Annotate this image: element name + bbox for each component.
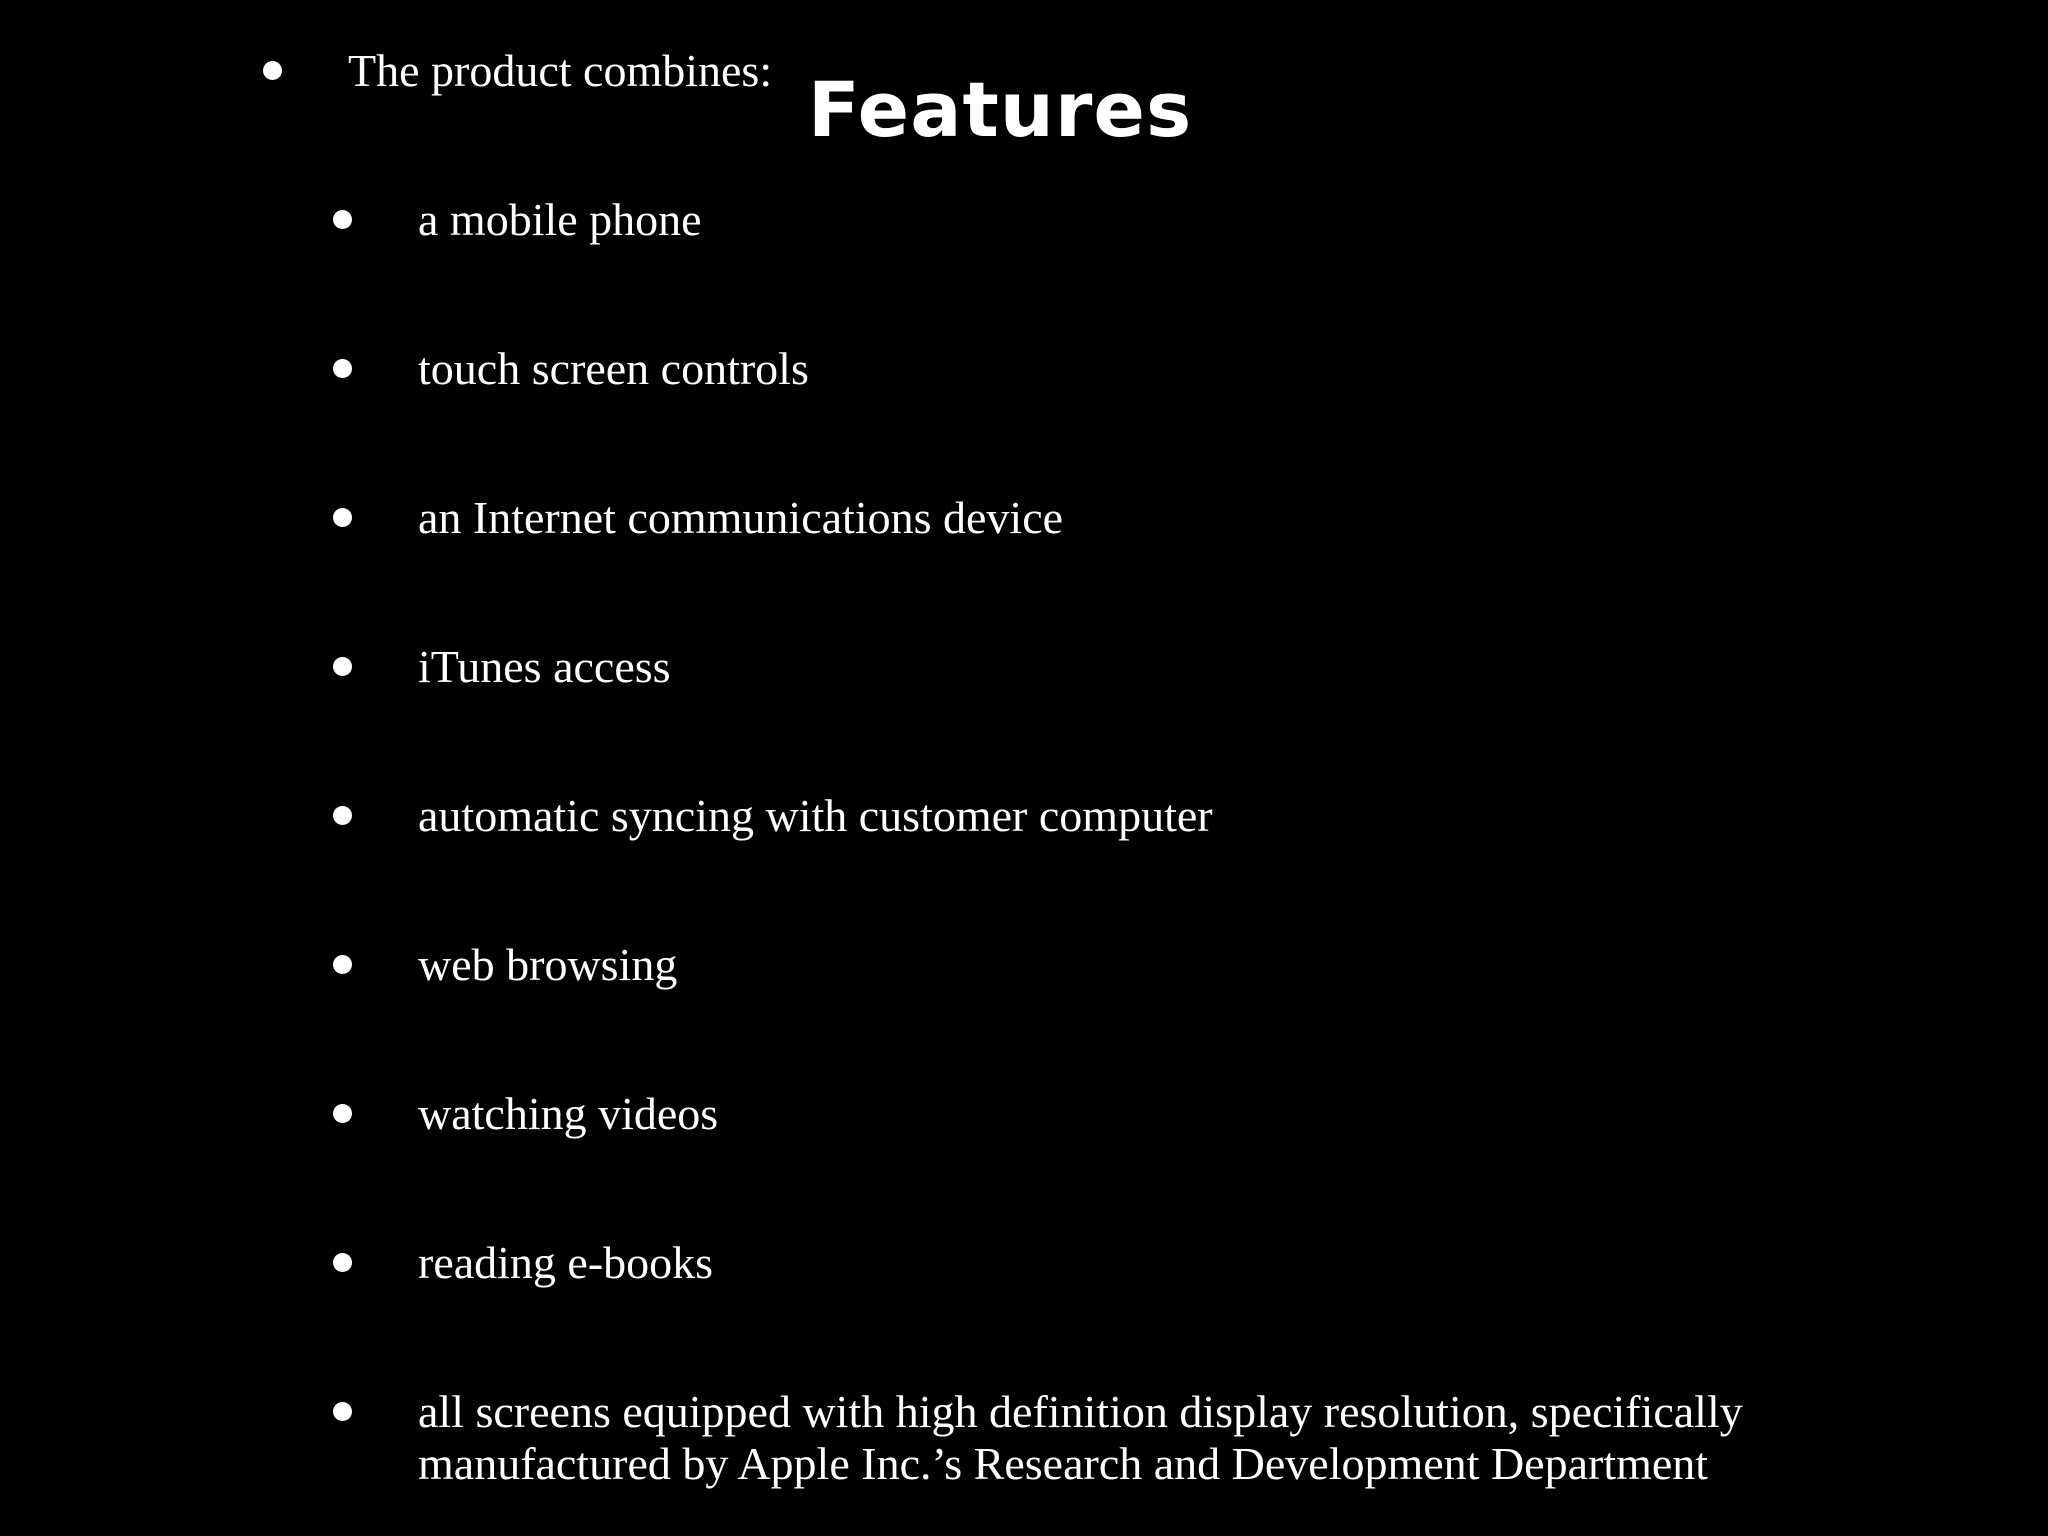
list-item-text: web browsing xyxy=(418,939,678,990)
list-item-text: all screens equipped with high definition display resolution, specifically manufactured by Apple Inc.’s Research and Development Department xyxy=(418,1386,1743,1489)
list-item-text: watching videos xyxy=(418,1088,719,1139)
bullet-dot-icon xyxy=(333,955,352,974)
list-item-text: a mobile phone xyxy=(418,194,702,245)
bullet-dot-icon xyxy=(333,359,352,378)
slide-title: Features xyxy=(807,65,1193,154)
list-item-text: reading e-books xyxy=(418,1237,714,1288)
intro-text: The product combines: xyxy=(348,45,773,96)
bullet-dot-icon xyxy=(333,1402,352,1421)
list-item-text: iTunes access xyxy=(418,641,671,692)
bullet-dot-icon xyxy=(333,1104,352,1123)
bullet-dot-icon xyxy=(333,508,352,527)
bullet-dot-icon xyxy=(333,657,352,676)
bullet-dot-icon xyxy=(333,210,352,229)
list-item-text: automatic syncing with customer computer xyxy=(418,790,1213,841)
list-item-text: touch screen controls xyxy=(418,343,809,394)
bullet-dot-icon xyxy=(333,806,352,825)
bullet-dot-icon xyxy=(333,1253,352,1272)
bullet-dot-icon xyxy=(263,61,282,80)
list-item-text: an Internet communications device xyxy=(418,492,1064,543)
